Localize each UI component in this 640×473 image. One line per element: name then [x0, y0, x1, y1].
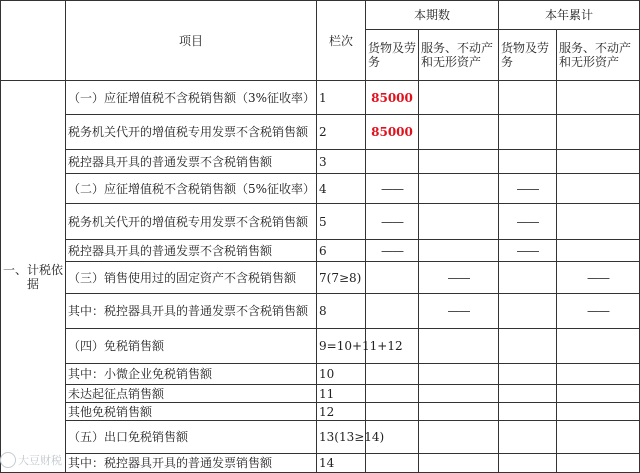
section-label: 一、计税依据: [1, 81, 66, 473]
row-line-no: 13(13≥14): [317, 421, 366, 454]
header-current-period: 本期数: [366, 1, 499, 30]
table-row: [1, 115, 640, 150]
table-row: [1, 204, 640, 240]
row-label: （五）出口免税销售额: [66, 421, 317, 454]
header-line-no: 栏次: [317, 1, 366, 81]
dash-mark: ——: [419, 294, 499, 329]
table-row: [1, 454, 640, 473]
row-line-no: 8: [317, 294, 366, 329]
row-label: （一）应征增值税不含税销售额（3%征收率）: [66, 81, 317, 115]
row-line-no: 6: [317, 240, 366, 262]
row-line-no: 3: [317, 150, 366, 174]
table-row: [1, 294, 640, 329]
row-label: （三）销售使用过的固定资产不含税销售额: [66, 262, 317, 294]
dash-mark: ——: [557, 262, 640, 294]
goods-period-value: 85000: [366, 81, 419, 115]
row-line-no: 11: [317, 385, 366, 403]
dash-mark: ——: [557, 294, 640, 329]
row-line-no: 5: [317, 204, 366, 240]
row-line-no: 12: [317, 403, 366, 421]
header-goods-period: 货物及劳务: [366, 30, 419, 81]
row-label: 税务机关代开的增值税专用发票不含税销售额: [66, 115, 317, 150]
goods-period-value: 85000: [366, 115, 419, 150]
row-line-no: 10: [317, 364, 366, 385]
header-services-ytd: 服务、不动产和无形资产: [557, 30, 640, 81]
row-line-no: 1: [317, 81, 366, 115]
dash-mark: ——: [366, 204, 419, 240]
watermark-logo-icon: [0, 452, 16, 468]
table-row: [1, 150, 640, 174]
table-row: [1, 81, 640, 115]
header-blank-cell: [1, 1, 66, 81]
row-label: （四）免税销售额: [66, 329, 317, 364]
row-label: 税务机关代开的增值税专用发票不含税销售额: [66, 204, 317, 240]
header-services-period: 服务、不动产和无形资产: [419, 30, 499, 81]
table-row: [1, 262, 640, 294]
watermark-text: 大豆财税: [18, 454, 62, 467]
header-year-to-date: 本年累计: [499, 1, 640, 30]
table-row: [1, 329, 640, 364]
dash-mark: ——: [366, 240, 419, 262]
row-line-no: 4: [317, 174, 366, 204]
row-label: 其他免税销售额: [66, 403, 317, 421]
row-label: （二）应征增值税不含税销售额（5%征收率）: [66, 174, 317, 204]
row-line-no: 14: [317, 454, 366, 473]
table-row: [1, 240, 640, 262]
dash-mark: ——: [499, 174, 557, 204]
dash-mark: ——: [419, 262, 499, 294]
table-row: [1, 364, 640, 385]
table-row: [1, 385, 640, 403]
row-label: 其中：小微企业免税销售额: [66, 364, 317, 385]
row-label: 未达起征点销售额: [66, 385, 317, 403]
table-row: [1, 174, 640, 204]
table-row: [1, 403, 640, 421]
dash-mark: ——: [499, 240, 557, 262]
row-label: 其中：税控器具开具的普通发票不含税销售额: [66, 294, 317, 329]
dash-mark: ——: [499, 204, 557, 240]
row-label: 税控器具开具的普通发票不含税销售额: [66, 150, 317, 174]
watermark: [0, 448, 66, 472]
row-line-no: 7(7≥8): [317, 262, 366, 294]
table-row: [1, 421, 640, 454]
row-label: 其中：税控器具开具的普通发票销售额: [66, 454, 317, 473]
row-label: 税控器具开具的普通发票不含税销售额: [66, 240, 317, 262]
row-line-no: 9=10+11+12: [317, 329, 366, 364]
header-item: 项目: [66, 1, 317, 81]
row-line-no: 2: [317, 115, 366, 150]
header-goods-ytd: 货物及劳务: [499, 30, 557, 81]
dash-mark: ——: [366, 174, 419, 204]
